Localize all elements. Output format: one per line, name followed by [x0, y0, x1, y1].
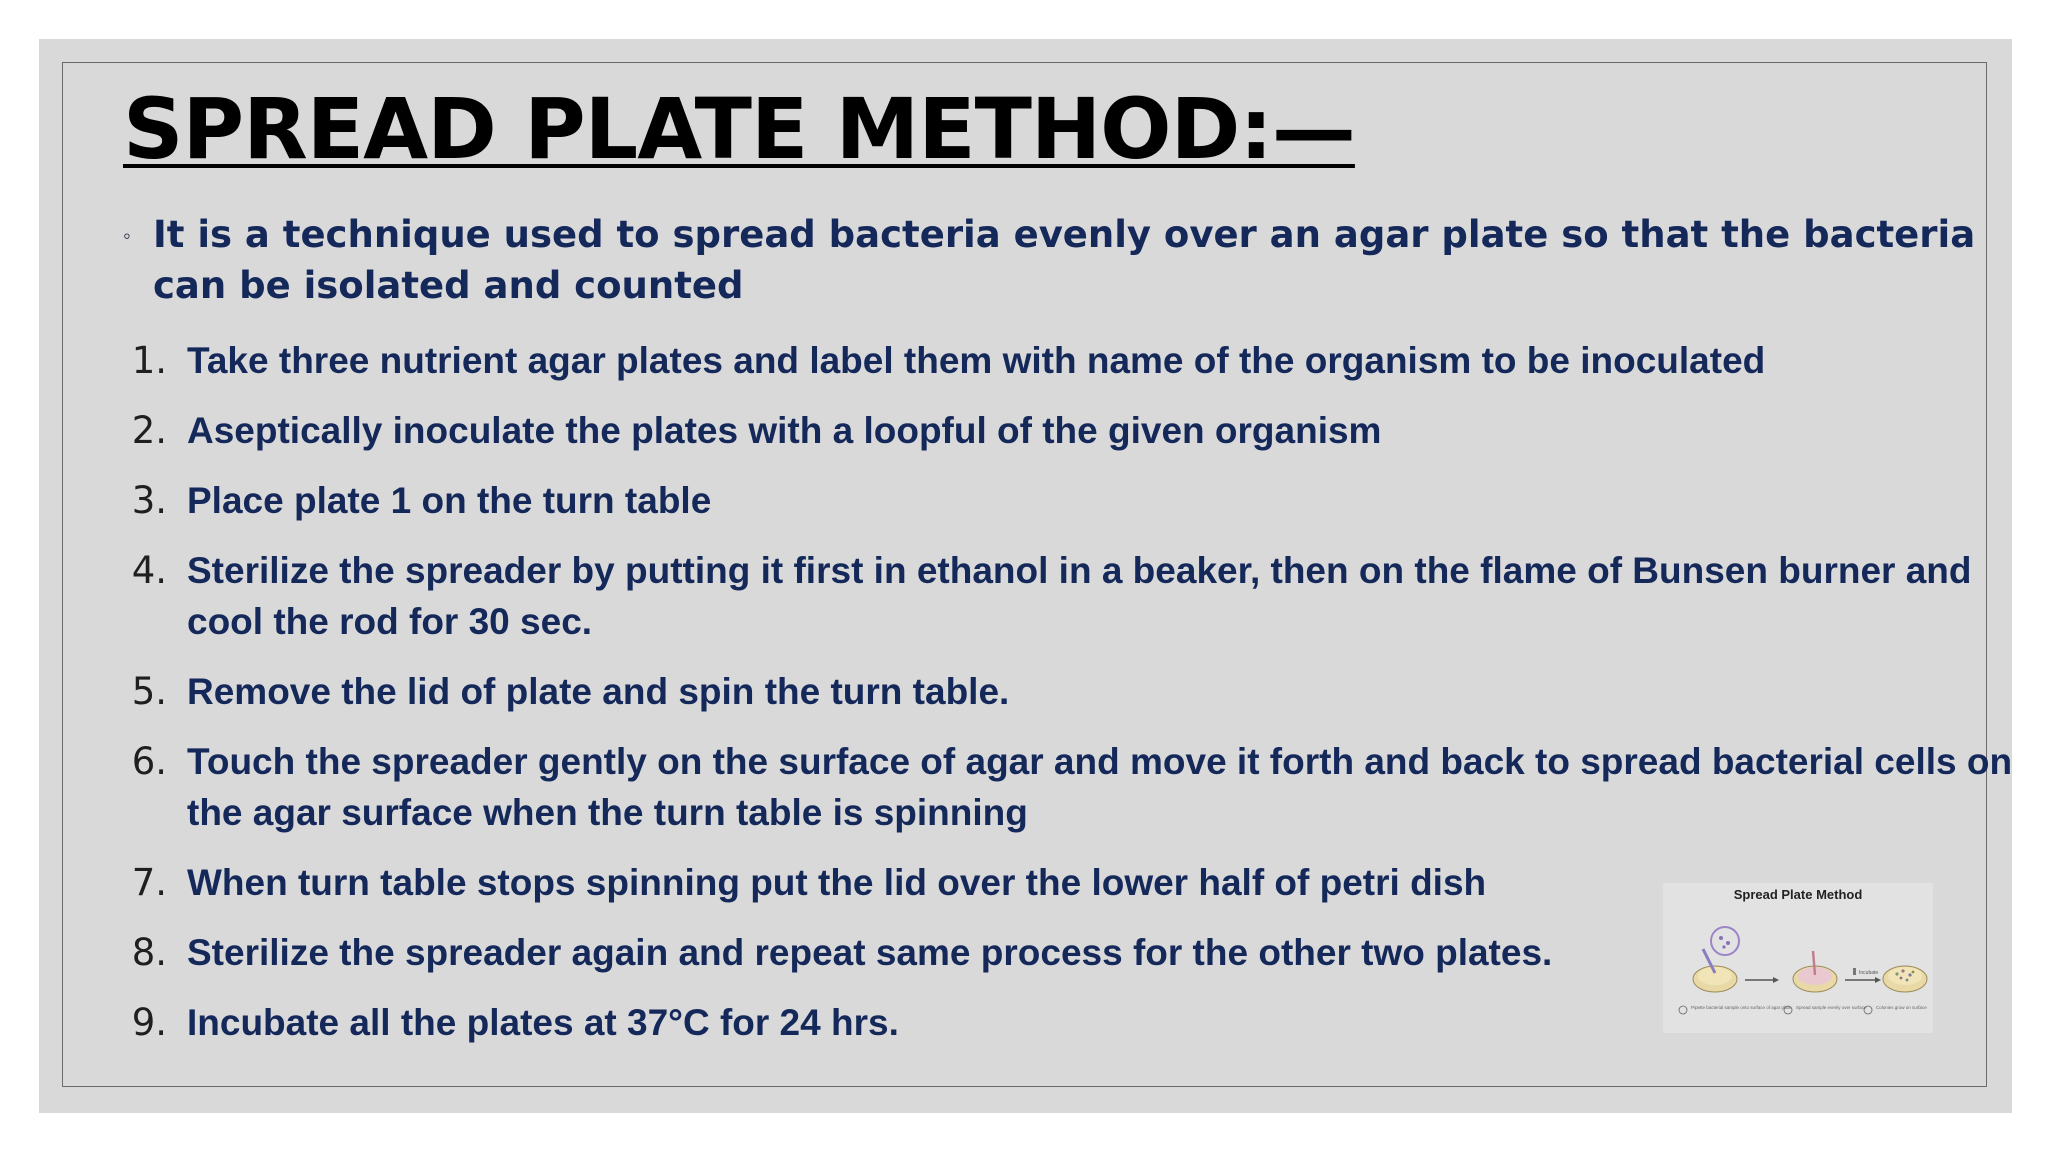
- spread-plate-diagram-thumbnail: [1663, 883, 1933, 1033]
- step-number: 8.: [131, 931, 167, 974]
- slide-title: SPREAD PLATE METHOD:—: [123, 80, 1355, 178]
- step-item-6: [123, 736, 2013, 838]
- step-item-3: [123, 475, 2013, 526]
- step-item-5: [123, 666, 2013, 717]
- intro-text: It is a technique used to spread bacteria evenly over an agar plate so that the bacteria can be isolated and counted: [153, 213, 1976, 307]
- hollow-circle-bullet-icon: ◦: [123, 223, 131, 248]
- slide-frame: [62, 62, 2013, 1087]
- step-text: When turn table stops spinning put the lid over the lower half of petri dish: [187, 862, 1487, 903]
- step-text: Place plate 1 on the turn table: [187, 480, 712, 521]
- step-number: 9.: [131, 1001, 167, 1044]
- step-text: Aseptically inoculate the plates with a loopful of the given organism: [187, 410, 1382, 451]
- step-text: Take three nutrient agar plates and label them with name of the organism to be inoculated: [187, 340, 1766, 381]
- incubate-label: Incubate: [1859, 970, 1879, 976]
- incubate-arrow-icon: [1845, 968, 1881, 983]
- step-number: 1.: [131, 339, 167, 382]
- step-number: 5.: [131, 670, 167, 713]
- step-text: Remove the lid of plate and spin the turn table.: [187, 671, 1010, 712]
- step-number: 7.: [131, 861, 167, 904]
- step-text: Touch the spreader gently on the surface of agar and move it forth and back to spread bacterial cells on the agar surface when the turn table is spinning: [187, 741, 2013, 833]
- step-text: Incubate all the plates at 37°C for 24 hrs.: [187, 1002, 899, 1043]
- pipette-plate-icon: [1693, 927, 1739, 992]
- colonies-plate-icon: [1883, 966, 1927, 992]
- intro-bullet: [123, 209, 1993, 311]
- step-item-2: [123, 405, 2013, 456]
- thumbnail-title: Spread Plate Method: [1733, 887, 1863, 902]
- step-number: 4.: [131, 549, 167, 592]
- diagram-illustration: [1663, 883, 1933, 1033]
- step-text: Sterilize the spreader by putting it first in ethanol in a beaker, then on the flame of Bunsen burner and cool the rod for 30 sec.: [187, 550, 1972, 642]
- step-number: 2.: [131, 409, 167, 452]
- caption-1: Pipette bacterial sample onto surface of agar plate: [1691, 1005, 1792, 1010]
- step-item-1: [123, 335, 2013, 386]
- arrow-right-icon: [1745, 977, 1779, 983]
- step-text: Sterilize the spreader again and repeat same process for the other two plates.: [187, 932, 1553, 973]
- caption-3: Colonies grow on surface: [1876, 1005, 1927, 1010]
- diagram-captions: [1679, 1005, 1927, 1014]
- step-item-4: [123, 545, 2013, 647]
- spreader-plate-icon: [1793, 951, 1837, 992]
- step-number: 6.: [131, 740, 167, 783]
- caption-2: Spread sample evenly over surface: [1796, 1005, 1867, 1010]
- step-number: 3.: [131, 479, 167, 522]
- slide: [39, 39, 2012, 1113]
